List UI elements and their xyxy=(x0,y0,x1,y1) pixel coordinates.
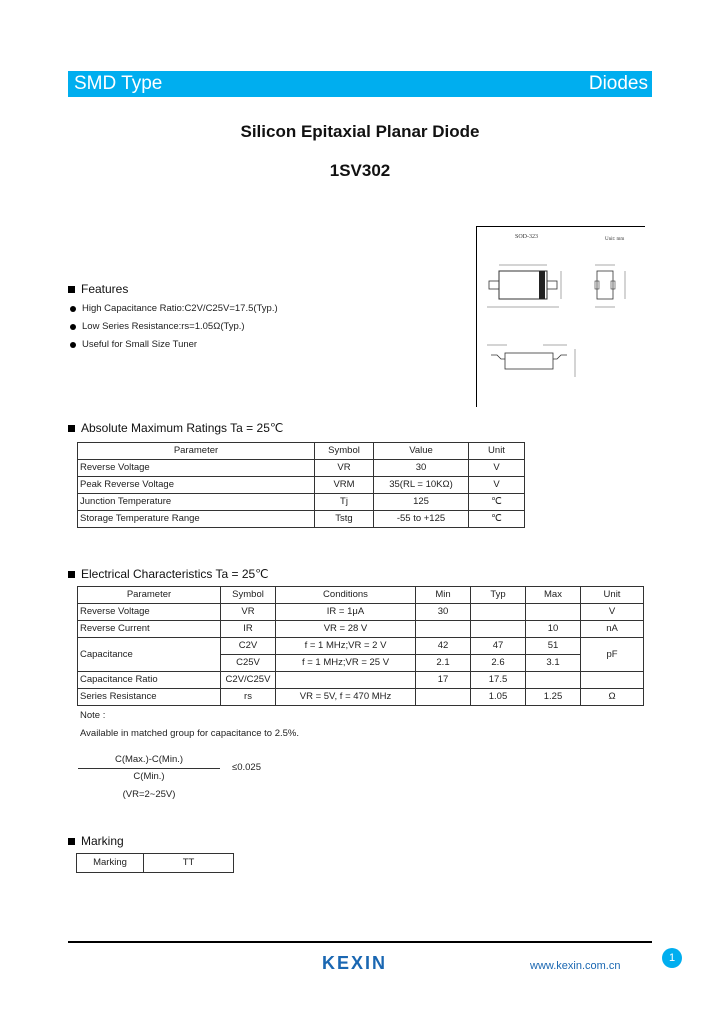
cell: 17.5 xyxy=(471,672,526,689)
cell: VRM xyxy=(315,477,374,494)
table-row xyxy=(78,604,644,621)
cell: Series Resistance xyxy=(78,689,221,706)
cell: Storage Temperature Range xyxy=(78,511,315,528)
header-cell: Value xyxy=(374,443,469,460)
cell: 10 xyxy=(526,621,581,638)
cell: 30 xyxy=(416,604,471,621)
cell: pF xyxy=(581,638,644,672)
abs-max-heading-label: Absolute Maximum Ratings Ta = 25℃ xyxy=(81,421,284,435)
cell xyxy=(276,672,416,689)
cell xyxy=(416,689,471,706)
abs-max-heading xyxy=(68,421,283,435)
cell: 35(RL = 10KΩ) xyxy=(374,477,469,494)
header-cell: Conditions xyxy=(276,587,416,604)
package-name: SOD-323 xyxy=(515,234,539,240)
cell: 2.6 xyxy=(471,655,526,672)
cell: 47 xyxy=(471,638,526,655)
cell: Junction Temperature xyxy=(78,494,315,511)
table-row xyxy=(78,638,644,655)
cell: Tstg xyxy=(315,511,374,528)
cell: 1.05 xyxy=(471,689,526,706)
header-cell: Typ xyxy=(471,587,526,604)
cell: Tj xyxy=(315,494,374,511)
formula-condition: (VR=2~25V) xyxy=(122,789,176,800)
table-row xyxy=(78,494,525,511)
table-row xyxy=(78,689,644,706)
cell: Reverse Current xyxy=(78,621,221,638)
part-number: 1SV302 xyxy=(329,161,391,180)
feature-item xyxy=(70,339,197,350)
square-bullet-icon xyxy=(68,838,75,845)
cell: Reverse Voltage xyxy=(78,460,315,477)
cell: ℃ xyxy=(469,511,525,528)
header-banner xyxy=(68,71,652,97)
cell: 51 xyxy=(526,638,581,655)
footer-divider xyxy=(68,941,652,943)
features-heading-label: Features xyxy=(81,282,129,296)
cell: V xyxy=(581,604,644,621)
elec-heading-label: Electrical Characteristics Ta = 25℃ xyxy=(81,567,269,581)
package-outline-figure xyxy=(477,227,645,407)
cell: nA xyxy=(581,621,644,638)
table-header-row xyxy=(78,587,644,604)
marking-table xyxy=(76,853,234,873)
marking-heading xyxy=(68,834,124,848)
square-bullet-icon xyxy=(68,571,75,578)
cell: Marking xyxy=(77,854,144,873)
bullet-dot-icon xyxy=(70,306,76,312)
table-row xyxy=(78,621,644,638)
cell: VR = 28 V xyxy=(276,621,416,638)
formula-numerator: C(Max.)-C(Min.) xyxy=(114,754,184,765)
header-cell: Min xyxy=(416,587,471,604)
header-cell: Unit xyxy=(581,587,644,604)
doc-title: Silicon Epitaxial Planar Diode xyxy=(240,122,480,141)
square-bullet-icon xyxy=(68,425,75,432)
header-cell: Unit xyxy=(469,443,525,460)
company-url[interactable]: www.kexin.com.cn xyxy=(530,960,621,972)
header-left: SMD Type xyxy=(74,73,163,94)
cell: Ω xyxy=(581,689,644,706)
header-cell: Max xyxy=(526,587,581,604)
square-bullet-icon xyxy=(68,286,75,293)
feature-text: Low Series Resistance:rs=1.05Ω(Typ.) xyxy=(82,321,245,332)
table-row xyxy=(78,477,525,494)
cell: ℃ xyxy=(469,494,525,511)
cell: 17 xyxy=(416,672,471,689)
cell: VR xyxy=(221,604,276,621)
header-cell: Parameter xyxy=(78,587,221,604)
cell: C25V xyxy=(221,655,276,672)
header-cell: Symbol xyxy=(221,587,276,604)
cell xyxy=(471,621,526,638)
note-text: Available in matched group for capacitance to 2.5%. xyxy=(80,728,299,739)
cell: V xyxy=(469,460,525,477)
cell xyxy=(471,604,526,621)
cell xyxy=(526,604,581,621)
marking-heading-label: Marking xyxy=(81,834,124,848)
cell: f = 1 MHz;VR = 2 V xyxy=(276,638,416,655)
cell: TT xyxy=(144,854,234,873)
header-cell: Parameter xyxy=(78,443,315,460)
formula-denominator: C(Min.) xyxy=(133,771,165,782)
cell: C2V/C25V xyxy=(221,672,276,689)
cell: Reverse Voltage xyxy=(78,604,221,621)
cell xyxy=(416,621,471,638)
features-heading xyxy=(68,282,128,296)
note-label: Note : xyxy=(80,710,106,721)
header-cell: Symbol xyxy=(315,443,374,460)
cell: Capacitance xyxy=(78,638,221,672)
table-row xyxy=(78,511,525,528)
cell: rs xyxy=(221,689,276,706)
cell: VR = 5V, f = 470 MHz xyxy=(276,689,416,706)
cell: -55 to +125 xyxy=(374,511,469,528)
feature-text: Useful for Small Size Tuner xyxy=(82,339,198,350)
feature-item xyxy=(70,321,245,332)
cell: VR xyxy=(315,460,374,477)
cell: IR xyxy=(221,621,276,638)
cell: C2V xyxy=(221,638,276,655)
page-number: 1 xyxy=(662,948,682,968)
cell: V xyxy=(469,477,525,494)
cell: 3.1 xyxy=(526,655,581,672)
package-drawing xyxy=(476,226,645,407)
feature-text: High Capacitance Ratio:C2V/C25V=17.5(Typ.) xyxy=(82,303,278,314)
abs-max-table xyxy=(77,442,525,528)
cell: Capacitance Ratio xyxy=(78,672,221,689)
elec-heading xyxy=(68,567,269,581)
company-logo: KEXIN xyxy=(322,953,388,973)
cell xyxy=(581,672,644,689)
cell: 2.1 xyxy=(416,655,471,672)
cell: IR = 1μA xyxy=(276,604,416,621)
table-row xyxy=(77,854,234,873)
feature-item xyxy=(70,303,278,314)
elec-table xyxy=(77,586,644,706)
cell: f = 1 MHz;VR = 25 V xyxy=(276,655,416,672)
table-row xyxy=(78,672,644,689)
cell: 1.25 xyxy=(526,689,581,706)
cell: Peak Reverse Voltage xyxy=(78,477,315,494)
cell: 125 xyxy=(374,494,469,511)
formula-result: ≤0.025 xyxy=(232,762,261,773)
cell xyxy=(526,672,581,689)
cell: 42 xyxy=(416,638,471,655)
fraction-bar xyxy=(78,768,220,769)
package-unit: Unit: mm xyxy=(605,237,625,242)
bullet-dot-icon xyxy=(70,324,76,330)
bullet-dot-icon xyxy=(70,342,76,348)
header-right: Diodes xyxy=(588,73,648,94)
cell: 30 xyxy=(374,460,469,477)
table-header-row xyxy=(78,443,525,460)
table-row xyxy=(78,460,525,477)
